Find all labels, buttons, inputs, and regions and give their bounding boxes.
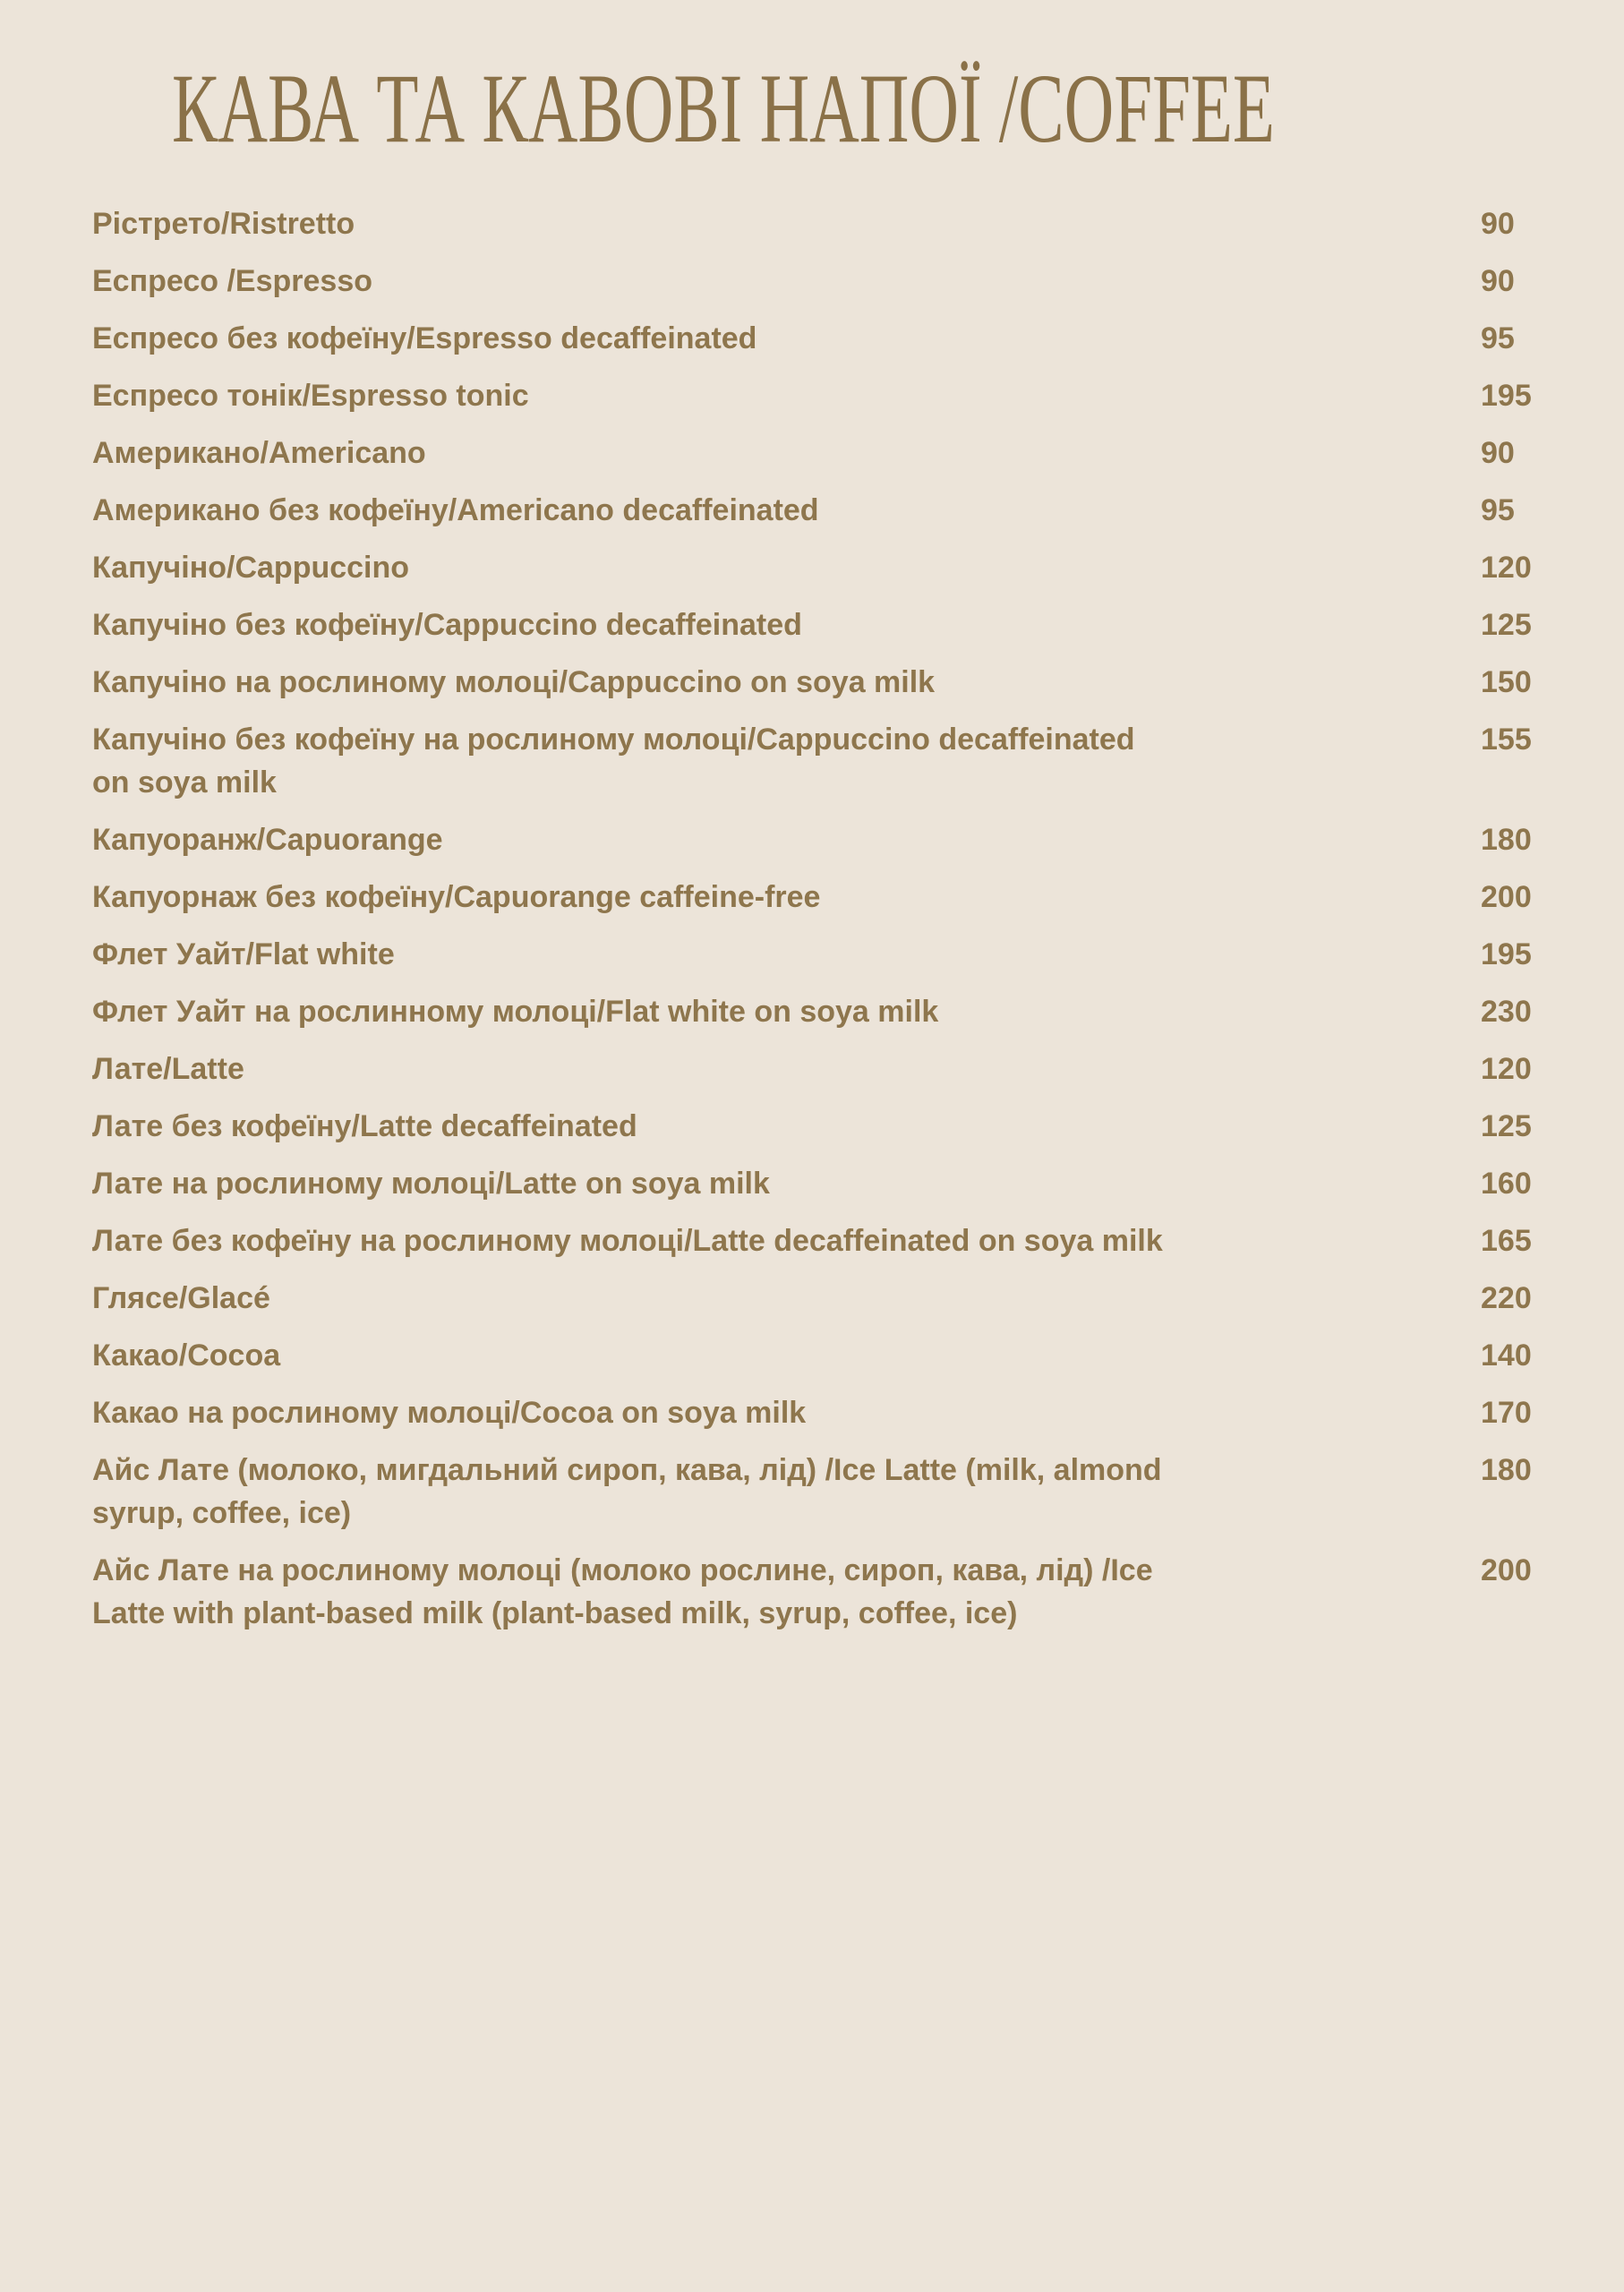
menu-item-row bbox=[92, 317, 1606, 360]
menu-item-name: Флет Уайт на рослинному молоці/Flat white on soya milk bbox=[92, 995, 939, 1029]
menu-item-name: Капучіно без кофеїну на рослиному молоці/Cappuccino decaffeinated on soya milk bbox=[92, 723, 1135, 800]
menu-item-name: Какао/Cocoa bbox=[92, 1338, 281, 1373]
menu-item-name: Какао на рослиному молоці/Cocoa on soya milk bbox=[92, 1396, 807, 1430]
menu-item-name: Лате без кофеїну/Latte decaffeinated bbox=[92, 1109, 637, 1143]
menu-item-row bbox=[92, 1219, 1606, 1262]
menu-item-row bbox=[92, 933, 1606, 976]
menu-item-price: 170 bbox=[1481, 1396, 1532, 1430]
menu-item-name: Айс Лате на рослиному молоці (молоко рослине, сироп, кава, лід) /Ice Latte with plant-based milk (plant-based milk, syrup, coffee, ice) bbox=[92, 1553, 1153, 1630]
menu-item-price: 180 bbox=[1481, 823, 1532, 857]
menu-item-price: 220 bbox=[1481, 1281, 1532, 1315]
menu-item-price: 125 bbox=[1481, 1109, 1532, 1143]
menu-item-price: 180 bbox=[1481, 1453, 1532, 1487]
menu-item-price: 95 bbox=[1481, 493, 1515, 527]
menu-item-row bbox=[92, 1048, 1606, 1090]
menu-item-row bbox=[92, 1549, 1606, 1635]
menu-item-name: Рістрето/Ristretto bbox=[92, 207, 355, 241]
menu-item-price: 125 bbox=[1481, 608, 1532, 642]
menu-item-name: Лате без кофеїну на рослиному молоці/Latte decaffeinated on soya milk bbox=[92, 1224, 1163, 1258]
menu-item-row bbox=[92, 546, 1606, 589]
menu-item-row bbox=[92, 1162, 1606, 1205]
menu-item-price: 230 bbox=[1481, 995, 1532, 1029]
menu-item-price: 95 bbox=[1481, 321, 1515, 355]
menu-item-row bbox=[92, 718, 1606, 804]
menu-item-row bbox=[92, 661, 1606, 704]
menu-item-row bbox=[92, 1391, 1606, 1434]
menu-item-price: 90 bbox=[1481, 436, 1515, 470]
menu-item-name: Лате на рослиному молоці/Latte on soya milk bbox=[92, 1167, 770, 1201]
menu-item-price: 200 bbox=[1481, 1553, 1532, 1587]
menu-item-name: Флет Уайт/Flat white bbox=[92, 937, 395, 971]
menu-item-price: 120 bbox=[1481, 1052, 1532, 1086]
menu-item-row bbox=[92, 432, 1606, 475]
menu-item-row bbox=[92, 603, 1606, 646]
menu-item-row bbox=[92, 260, 1606, 303]
menu-item-price: 165 bbox=[1481, 1224, 1532, 1258]
menu-item-name: Американо без кофеїну/Americano decaffeinated bbox=[92, 493, 819, 527]
menu-item-price: 160 bbox=[1481, 1167, 1532, 1201]
menu-item-price: 195 bbox=[1481, 937, 1532, 971]
menu-item-name: Еспресо без кофеїну/Espresso decaffeinated bbox=[92, 321, 757, 355]
menu-item-name: Капуорнаж без кофеїну/Capuorange caffeine-free bbox=[92, 880, 821, 914]
menu-item-price: 90 bbox=[1481, 207, 1515, 241]
page-title: КАВА ТА КАВОВІ НАПОЇ /COFFEE bbox=[172, 54, 1275, 163]
menu-item-name: Капучіно без кофеїну/Cappuccino decaffeinated bbox=[92, 608, 802, 642]
menu-item-name: Капуоранж/Capuorange bbox=[92, 823, 443, 857]
menu-item-price: 200 bbox=[1481, 880, 1532, 914]
menu-item-row bbox=[92, 990, 1606, 1033]
menu-item-name: Американо/Americano bbox=[92, 436, 426, 470]
menu-item-row bbox=[92, 818, 1606, 861]
menu-item-price: 120 bbox=[1481, 551, 1532, 585]
menu-item-name: Капучіно/Cappuccino bbox=[92, 551, 410, 585]
menu-item-price: 90 bbox=[1481, 264, 1515, 298]
menu-item-price: 150 bbox=[1481, 665, 1532, 699]
menu-item-row bbox=[92, 489, 1606, 532]
menu-item-row bbox=[92, 1277, 1606, 1320]
menu-item-row bbox=[92, 876, 1606, 919]
menu-item-name: Глясе/Glacé bbox=[92, 1281, 270, 1315]
menu-item-price: 155 bbox=[1481, 723, 1532, 757]
menu-item-row bbox=[92, 1449, 1606, 1535]
menu-item-row bbox=[92, 374, 1606, 417]
menu-item-price: 140 bbox=[1481, 1338, 1532, 1373]
menu-item-row bbox=[92, 202, 1606, 245]
menu-item-name: Капучіно на рослиному молоці/Cappuccino on soya milk bbox=[92, 665, 936, 699]
menu-item-name: Еспресо тонік/Espresso tonic bbox=[92, 379, 529, 413]
coffee-menu-list bbox=[92, 202, 1606, 1635]
menu-item-name: Лате/Latte bbox=[92, 1052, 244, 1086]
menu-item-row bbox=[92, 1105, 1606, 1148]
menu-item-name: Еспресо /Espresso bbox=[92, 264, 373, 298]
menu-item-row bbox=[92, 1334, 1606, 1377]
menu-item-name: Айс Лате (молоко, мигдальний сироп, кава, лід) /Ice Latte (milk, almond syrup, coffee, ice) bbox=[92, 1453, 1162, 1530]
menu-item-price: 195 bbox=[1481, 379, 1532, 413]
